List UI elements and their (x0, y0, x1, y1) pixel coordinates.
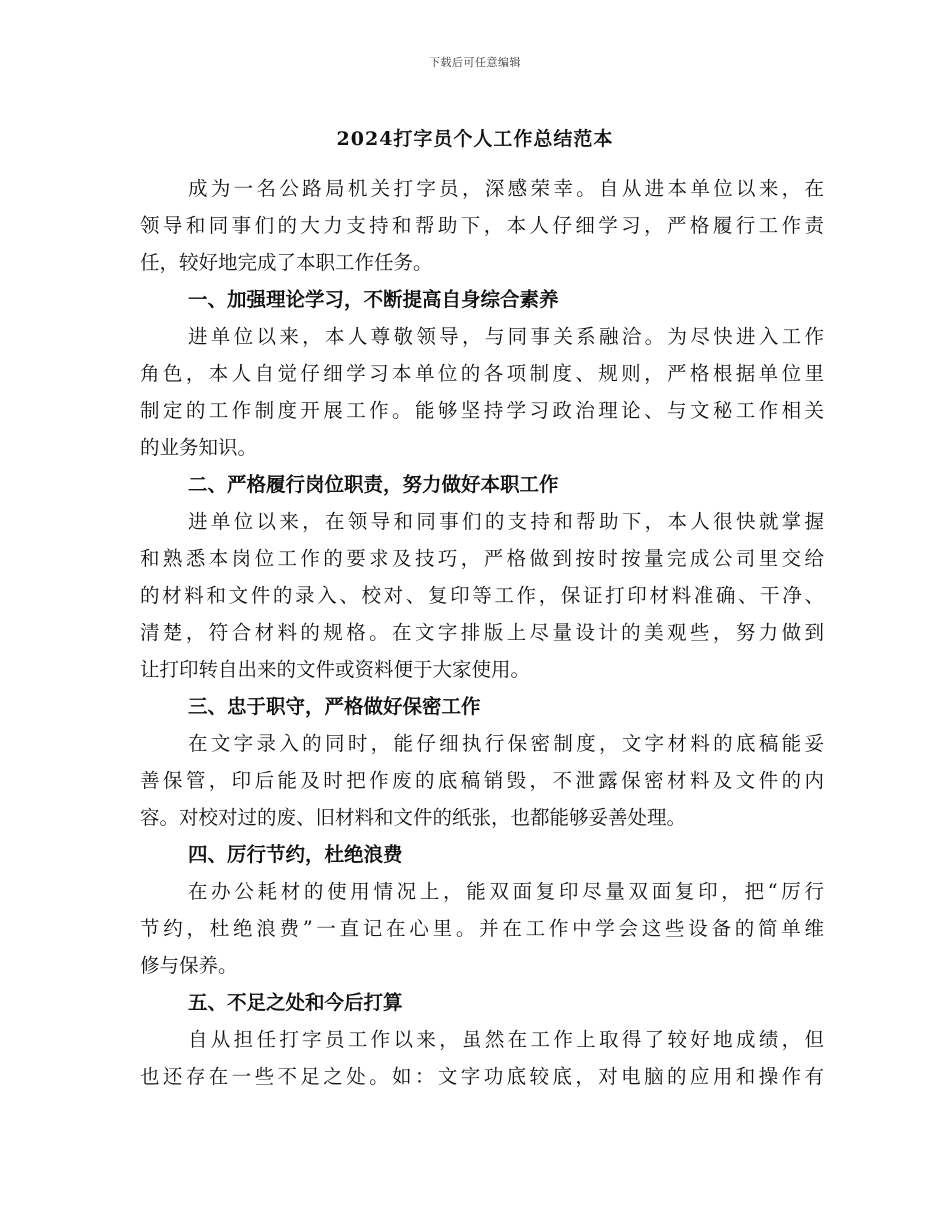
paragraph-line: 也还存在一些不足之处。如：文字功底较底，对电脑的应用和操作有 (140, 1065, 824, 1088)
paragraph-line: 修与保养。 (140, 954, 238, 977)
paragraph-line: 进单位以来，本人尊敬领导，与同事关系融洽。为尽快进入工作 (188, 325, 824, 348)
document-body (140, 170, 824, 1095)
paragraph-line: 善保管，印后能及时把作废的底稿销毁，不泄露保密材料及文件的内 (140, 769, 824, 792)
paragraph-line: 自从担任打字员工作以来，虽然在工作上取得了较好地成绩，但 (188, 1028, 824, 1051)
section-heading: 一、加强理论学习，不断提高自身综合素养 (188, 288, 559, 311)
paragraph-line: 的材料和文件的录入、校对、复印等工作，保证打印材料准确、干净、 (140, 584, 824, 607)
section-heading: 三、忠于职守，严格做好保密工作 (188, 695, 481, 718)
intro-line: 领导和同事们的大力支持和帮助下，本人仔细学习，严格履行工作责 (140, 214, 824, 237)
paragraph-line: 在文字录入的同时，能仔细执行保密制度，文字材料的底稿能妥 (188, 732, 824, 755)
paragraph-line: 进单位以来，在领导和同事们的支持和帮助下，本人很快就掌握 (188, 510, 824, 533)
paragraph-line: 容。对校对过的废、旧材料和文件的纸张，也都能够妥善处理。 (140, 806, 687, 829)
section-heading: 四、厉行节约，杜绝浪费 (188, 843, 403, 866)
paragraph-line: 在办公耗材的使用情况上，能双面复印尽量双面复印，把“厉行 (188, 880, 824, 903)
paragraph-line: 让打印转自出来的文件或资料便于大家使用。 (140, 658, 531, 681)
paragraph-line: 的业务知识。 (140, 436, 258, 459)
intro-line: 成为一名公路局机关打字员，深感荣幸。自从进本单位以来，在 (188, 177, 824, 200)
paragraph-line: 角色，本人自觉仔细学习本单位的各项制度、规则，严格根据单位里 (140, 362, 824, 385)
paragraph-line: 制定的工作制度开展工作。能够坚持学习政治理论、与文秘工作相关 (140, 399, 824, 422)
paragraph-line: 节约，杜绝浪费”一直记在心里。并在工作中学会这些设备的简单维 (140, 917, 824, 940)
paragraph-line: 和熟悉本岗位工作的要求及技巧，严格做到按时按量完成公司里交给 (140, 547, 824, 570)
paragraph-line: 清楚，符合材料的规格。在文字排版上尽量设计的美观些，努力做到 (140, 621, 824, 644)
page-header: 下载后可任意编辑 (429, 56, 521, 69)
intro-line: 任，较好地完成了本职工作任务。 (140, 251, 433, 274)
section-heading: 五、不足之处和今后打算 (188, 991, 403, 1014)
document-title: 2024打字员个人工作总结范本 (336, 128, 614, 150)
section-heading: 二、严格履行岗位职责，努力做好本职工作 (188, 473, 559, 496)
